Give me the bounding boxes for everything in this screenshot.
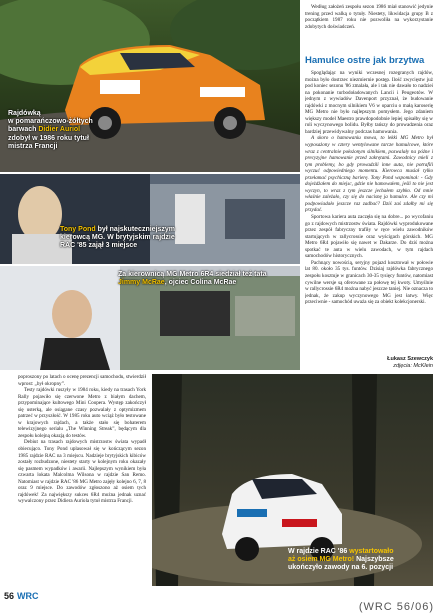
paragraph: Sportowa kariera auta zaczęła się na dobre... po wycofaniu go z rajdowych mistrzostw świata. Rajdówki wyprodukowane przez zespół fabryczny trafiły w ręce wielu zawodników startujących w rallycrossie oraz wyścigach górskich. MG Metro 6R4 pojawiło się nawet w Dakarze. Do dziś można spotkać te auta w wielu zawodach, w tym rajdach samochodów historycznych. [305, 214, 433, 260]
article-intro: Według założeń zespołu sezon 1986 miał stanowić jedynie trening przed walką o tytuły. Niestety, likwidacja grupy B z początkiem 1987 roku nie pozwoliła na wykorzystanie zdobytych doświadczeń. [305, 4, 433, 30]
article-left-column [18, 374, 146, 564]
article-credits [305, 356, 433, 370]
paragraph: Pachnący nowością, seryjny pojazd kosztował w połowie lat 80. około 35 tys. funtów. Dzisiaj rajdówka fabrycznego zespołu kosztuje w granicach 30-35 tysięcy funtów, natomiast cywilne wersje są oferowane za połowę tej kwoty. Umyślnie w rallycrossie 6R4 można nabyć jeszcze taniej. Nie oznacza to jednak, że zakup wyczynowego MG jest łatwy. Więc przeciwnie - samochód uważa się za obiekt kolekcjonerski. [305, 259, 433, 306]
photo-credit: zdjęcia: McKlein [393, 363, 433, 369]
page-footer [4, 591, 39, 601]
paragraph: Spoglądając na wyniki wczesnej rozegranych rajdów, można było dostrzec niezmiernie postęp. Ilość zwycięstw już pod koniec sezonu '86 zmalała, ale i tak nie dawało to nadziei na pokonanie turbodoładowanych Lancii i Peugeotów. W jednym z wywiadów Davenport przyznał, że budowanie rajdówki z mocnym silnikiem V6 w oparciu o małą karoserię MG Metro nie było najlepszym pomysłem. Jego zdaniem większy model Maestro prawdopodobnie lepiej spisałby się w roli wyczynowego bolidu. Byłby tańszy do prowadzenia oraz bardziej przewidywalny podczas hamowania. [305, 70, 433, 135]
caption-pit: Tony Pond był najskuteczniejszym kierowcą MG. W brytyjskim rajdzie RAC '85 zajął 3 miejsce [60, 226, 176, 250]
caption-top: Rajdówką w pomarańczowo-żółtych barwach Didier Auriol zdobył w 1986 roku tytuł mistrza Francji [8, 110, 93, 150]
article-heading: Hamulce ostre jak brzytwa [305, 55, 425, 66]
paragraph: poproszony po latach o ocenę prezencji samochodu, stwierdził wprost: „był okropny”. [18, 374, 146, 387]
caption-mcrae: Za kierownicą MG Metro 6R4 siedział też tata Jimmy McRae, ojciec Colina McRae [118, 271, 267, 287]
brand-logo: WRC [17, 591, 39, 601]
paragraph: A skoro o hamowaniu mowa, to lekki MG Metro był wyposażony w cztery wentylowane tarcze hamulcowe, które wraz z centralnie położonym silnikiem, pozwalały na późne i precyzyjne hamowanie przed zakrętami. Zawodnicy mieli z tym problemy, bo gdy prowadzili inne auta, nie potrafili wyczuć odpowiedniego momentu. Kierowca musiał tylko przełamać psychiczną barierę. Tony Pond wspominał: - Gdy dojeżdżałem do miejsc, gdzie nie hamowałem, jeśli to nie jest wyczyn, to wraz z tym jeszcze jechałem szybko. Od mnie właśnie zależało, czy się do nacisnę ja hamulce. Ale czy mi podpowiadało jeszcze raz zadbać? Dziś zaś zdałby mi się przydać. [305, 135, 433, 214]
caption-bottom: W rajdzie RAC '86 wystartowało aż osiem MG Metro! Najszybsze ukończyło zawody na 6. pozycji [288, 548, 394, 572]
paragraph: Testy rajdówki ruszyły w 1984 roku, kiedy na trasach York Rally pojawiło się czerwone Metro z białym dachem, przypominające kultowego Mini Coopera. Występ zakończył się usterką, ale osiągane czasy pozwalały z optymizmem patrzeć w przyszłość. W 1985 roku auto wciąż było testowane w krajowych rajdach, a także stało się bohaterem telewizyjnego serialu „The Winning Streak”, będącym dla zespołu kolejną okazją do testów. [18, 387, 146, 439]
author: Łukasz Szewczyk [387, 356, 433, 362]
article-right-body [305, 70, 433, 392]
archive-stamp: (WRC 56/06) [358, 601, 434, 613]
paragraph: Debiut na trasach rajdowych mistrzostw świata wypadł obiecująco. Tony Pond uplasował się w kończącym sezon 1985 rajdzie RAC na 3 miejscu. Nadzieje brytyjskich kibiców zostały rozbudzone, niestety starty w kolejnym roku okazały się pasmem wypadków i awarii. Najlepszym wynikiem była czwarta lokata Malcolma Wilsona w rajdzie San Remo. Natomiast w rajdzie RAC '86 MG Metro zajęły kolejno 6, 7, 8 oraz 9 miejsce. Do zawodów zgłoszono aż osiem tych rajdówek! Za największy sukces 6R4 można jednak uznać wywalczony przez Didiera Auriola tytuł mistrza Francji. [18, 439, 146, 505]
page-number: 56 [4, 591, 15, 601]
